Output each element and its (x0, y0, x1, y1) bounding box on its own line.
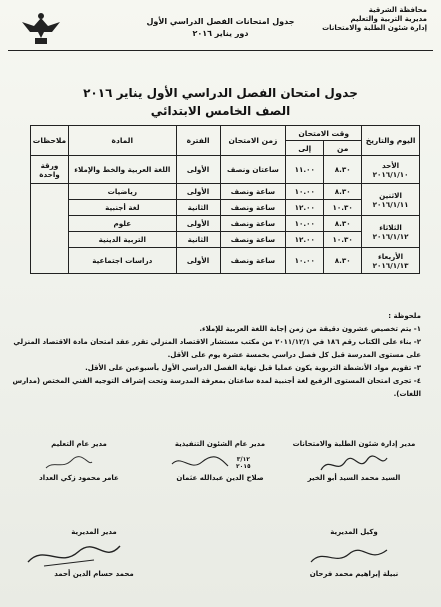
header-divider (8, 50, 433, 51)
signature-name: عامر محمود زكي العداد (39, 474, 119, 482)
table-row (31, 232, 420, 248)
note-item: ١- يتم تخصيص عشرون دقيقة من زمن إجابة اللغة العربية للإملاء. (199, 325, 421, 333)
header-title-block (138, 16, 303, 40)
grade-title: الصف الخامس الابتدائي (150, 104, 291, 118)
signature-block-directorate-head (14, 528, 174, 578)
signature-block-exams-director (279, 440, 429, 482)
header-notes: ملاحظات (31, 126, 69, 156)
header-time: وقت الامتحان (286, 126, 362, 141)
cell-day-date (362, 248, 420, 274)
table-row (31, 184, 420, 200)
header-duration: زمن الامتحان (220, 126, 286, 156)
day-name: الأحد (381, 160, 400, 170)
signature-name: محمد حسام الدين أحمد (54, 570, 134, 578)
day-name: الأربعاء (378, 251, 404, 261)
cell-subject: علوم (69, 216, 177, 232)
signature-title: مدير عام الشئون التنفيذية (174, 440, 266, 448)
cell-duration: ساعة ونصف (220, 200, 286, 216)
org-line-governorate: محافظة الشرقية (368, 6, 427, 14)
cell-notes (31, 184, 69, 274)
signature-name: صلاح الدين عبدالله عثمان (176, 474, 264, 482)
cell-to: ١٢.٠٠ (286, 200, 324, 216)
notes-section (12, 310, 421, 401)
signature-block-deputy-director (279, 528, 429, 578)
table-header-row (31, 126, 420, 141)
org-line-directorate: مديرية التربية والتعليم (350, 15, 427, 23)
cell-to: ١٠.٠٠ (286, 216, 324, 232)
cell-subject: دراسات اجتماعية (69, 248, 177, 274)
signature-title: مدير إدارة شئون الطلبة والامتحانات (292, 440, 416, 448)
date: ٢٠١٦/١/١٢ (372, 231, 409, 241)
header-from: من (324, 141, 362, 156)
handwritten-signature-icon (170, 454, 230, 474)
header-round: دور يناير ٢٠١٦ (192, 29, 249, 38)
cell-day-date (362, 216, 420, 248)
cell-subject: لغة أجنبية (69, 200, 177, 216)
signature-date: ٣/١٢ ٢٠١٥ (236, 456, 251, 470)
cell-period: الأولى (176, 156, 220, 184)
schedule-main-title: جدول امتحان الفصل الدراسي الأول يناير ٢٠١٦ (83, 86, 358, 100)
cell-period: الأولى (176, 216, 220, 232)
org-line-department: إدارة شئون الطلبة والامتحانات (322, 24, 427, 32)
signature-title: مدير المديرية (71, 528, 117, 536)
cell-from: ١٠.٣٠ (324, 232, 362, 248)
signature-block-education-director (14, 440, 144, 482)
header-to: إلى (286, 141, 324, 156)
cell-from: ٨.٣٠ (324, 184, 362, 200)
note-item: ٣- تقويم مواد الأنشطة التربوية يكون عمليا قبل نهاية الفصل الدراسي الأول بأسبوعين على الأقل. (85, 364, 421, 372)
cell-duration: ساعة ونصف (220, 184, 286, 200)
cell-subject: رياضيات (69, 184, 177, 200)
cell-subject: التربية الدينية (69, 232, 177, 248)
cell-from: ٨.٣٠ (324, 216, 362, 232)
cell-period: الأولى (176, 184, 220, 200)
cell-from: ١٠.٣٠ (324, 200, 362, 216)
signature-title: وكيل المديرية (330, 528, 378, 536)
cell-to: ١٠.٠٠ (286, 248, 324, 274)
cell-period: الثانية (176, 200, 220, 216)
handwritten-signature-icon (319, 454, 389, 476)
cell-day-date (362, 156, 420, 184)
header-period: الفترة (176, 126, 220, 156)
eagle-emblem-icon (18, 8, 64, 48)
cell-to: ١١.٠٠ (286, 156, 324, 184)
cell-from: ٨.٣٠ (324, 248, 362, 274)
table-row (31, 200, 420, 216)
document-header (8, 6, 433, 52)
table-row (31, 248, 420, 274)
date: ٢٠١٦/١/١٠ (372, 169, 409, 179)
table-row (31, 216, 420, 232)
handwritten-signature-icon (309, 544, 389, 568)
note-item: ٤- تجرى امتحان المستوى الرفيع لغة أجنبية لمدة ساعتان بمعرفة المدرسة وتحت إشراف التوجيه الفني المختص (مدارس اللغات). (12, 377, 421, 398)
date: ٢٠١٦/١/١٣ (372, 260, 409, 270)
cell-duration: ساعة ونصف (220, 248, 286, 274)
day-name: الثلاثاء (379, 222, 402, 232)
handwritten-signature-icon (44, 454, 94, 474)
signature-block-executive-director (150, 440, 290, 482)
cell-duration: ساعتان ونصف (220, 156, 286, 184)
header-subject: المادة (69, 126, 177, 156)
cell-to: ١٢.٠٠ (286, 232, 324, 248)
date: ٢٠١٦/١/١١ (372, 199, 409, 209)
cell-period: الأولى (176, 248, 220, 274)
cell-day-date (362, 184, 420, 216)
signature-title: مدير عام التعليم (51, 440, 107, 448)
header-day: اليوم والتاريخ (362, 126, 420, 156)
exam-schedule-table (30, 125, 420, 274)
cell-from: ٨.٣٠ (324, 156, 362, 184)
notes-heading: ملحوظة : (388, 312, 421, 320)
handwritten-signature-icon (24, 542, 124, 570)
table-row (31, 156, 420, 184)
day-name: الاثنين (379, 190, 402, 200)
cell-to: ١٠.٠٠ (286, 184, 324, 200)
header-title: جدول امتحانات الفصل الدراسي الأول (146, 17, 295, 26)
cell-subject: اللغة العربية والخط والإملاء (69, 156, 177, 184)
organization-block (309, 6, 427, 33)
cell-period: الثانية (176, 232, 220, 248)
note-item: ٢- بناء على الكتاب رقم ١٨٦ في ٢٠١١/١٢/١ من مكتب مستشار الاقتصاد المنزلي تقرر عقد امتحان مادة الاقتصاد المنزلي على مستوى المدرسة قبل كل فصل دراسي بخمسة عشرة يوم على الأقل. (13, 338, 421, 359)
signature-name: نبيلة إبراهيم محمد فرحان (309, 570, 399, 578)
cell-duration: ساعة ونصف (220, 232, 286, 248)
cell-duration: ساعة ونصف (220, 216, 286, 232)
cell-notes: ورقة واحدة (31, 156, 69, 184)
signature-name: السيد محمد السيد أبو الخير (307, 474, 401, 482)
